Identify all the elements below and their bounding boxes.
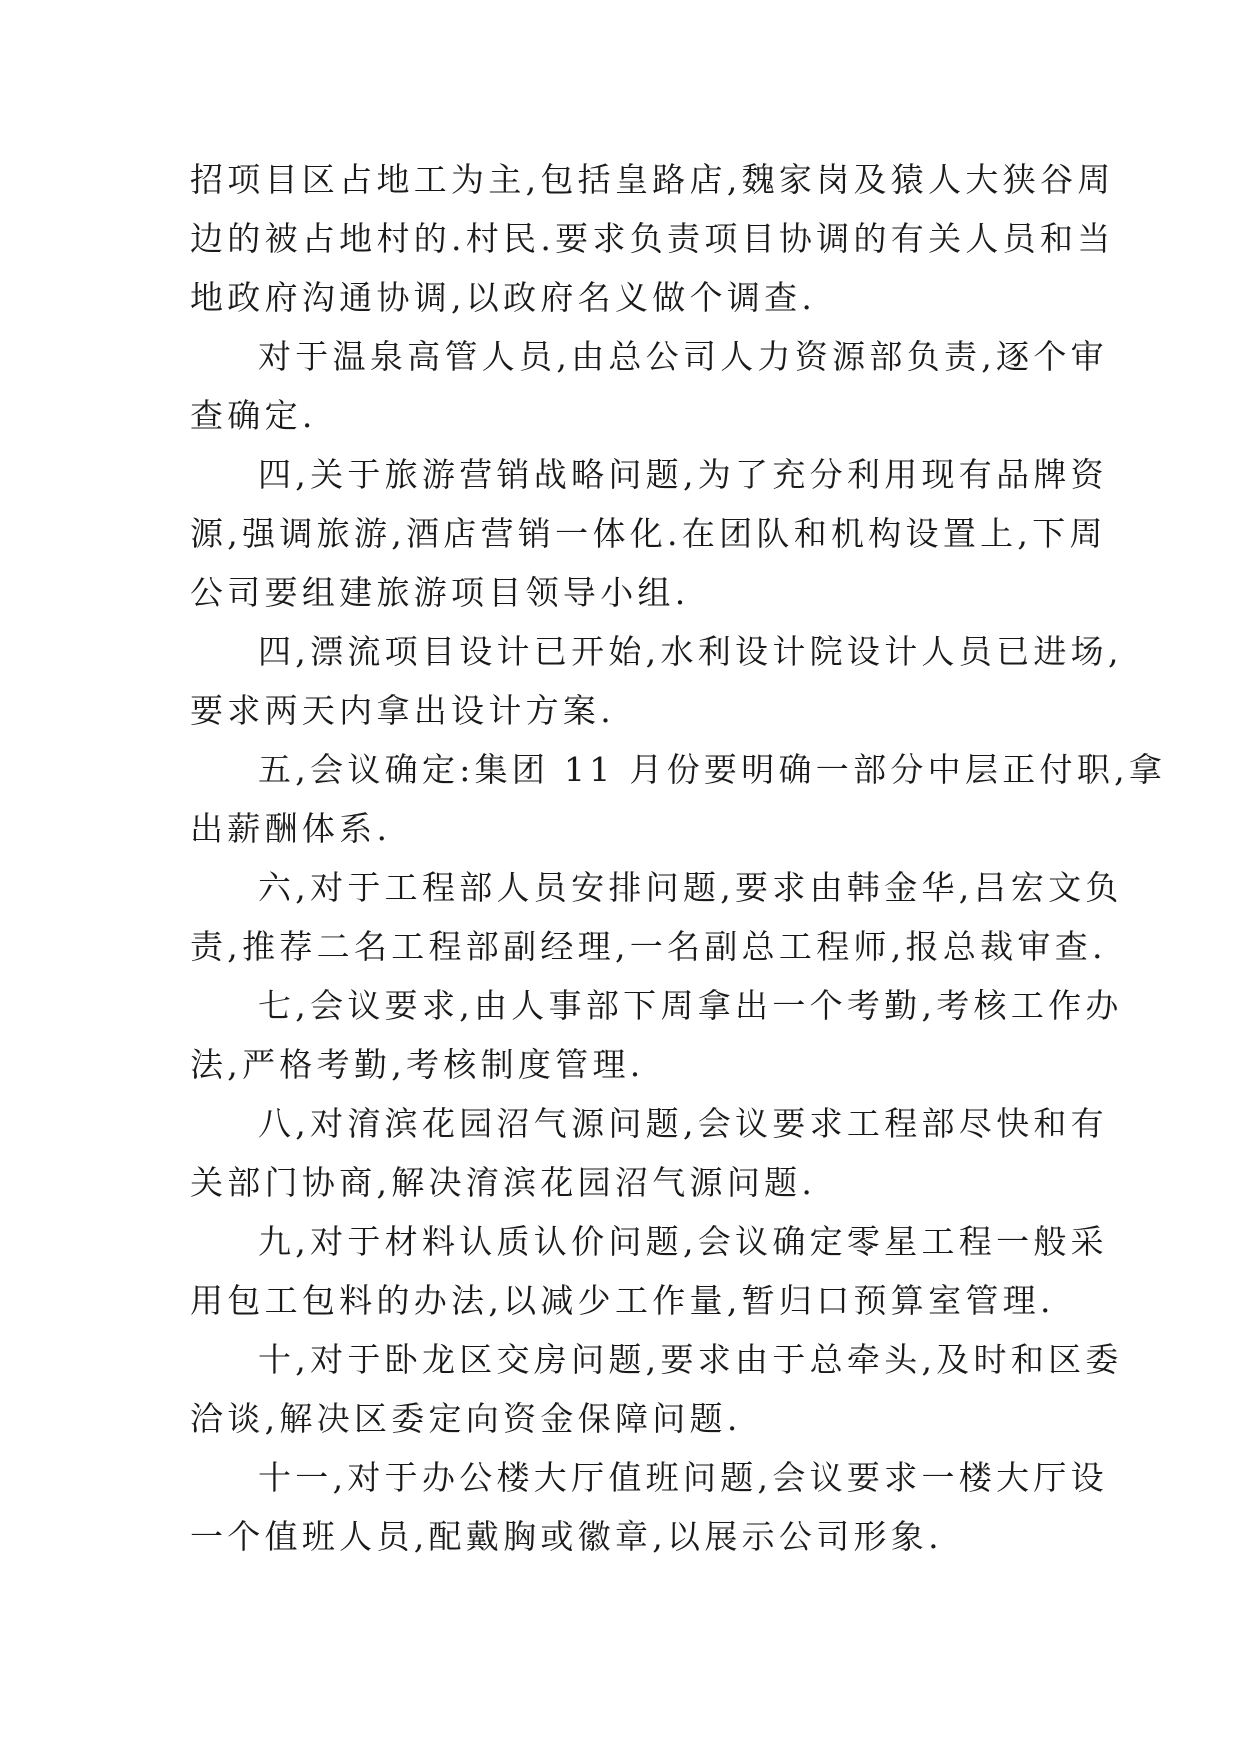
- text-line: 责,推荐二名工程部副经理,一名副总工程师,报总裁审查.: [190, 927, 1107, 966]
- text-line: 要求两天内拿出设计方案.: [190, 691, 615, 730]
- document-body: [190, 150, 1167, 1566]
- text-line: 洽谈,解决区委定向资金保障问题.: [190, 1399, 742, 1438]
- text-line: 一个值班人员,配戴胸或徽章,以展示公司形象.: [190, 1517, 943, 1556]
- text-line: 公司要组建旅游项目领导小组.: [190, 573, 690, 612]
- text-line: 出薪酬体系.: [190, 809, 392, 848]
- text-line: 源,强调旅游,酒店营销一体化.在团队和机构设置上,下周: [190, 514, 1107, 553]
- text-line: 九,对于材料认质认价问题,会议确定零星工程一般采: [258, 1222, 1108, 1261]
- paragraph-item-9: [190, 1212, 1108, 1330]
- text-line: 六,对于工程部人员安排问题,要求由韩金华,吕宏文负: [258, 868, 1123, 907]
- paragraph-item-4-marketing: [190, 445, 1108, 622]
- text-line: 对于温泉高管人员,由总公司人力资源部负责,逐个审: [258, 337, 1108, 376]
- paragraph-survey: [190, 150, 1115, 327]
- paragraph-item-6: [190, 858, 1123, 976]
- paragraph-item-10: [190, 1330, 1123, 1448]
- text-line: 七,会议要求,由人事部下周拿出一个考勤,考核工作办: [258, 986, 1123, 1025]
- text-line: 用包工包料的办法,以减少工作量,暂归口预算室管理.: [190, 1281, 1055, 1320]
- paragraph-item-8: [190, 1094, 1108, 1212]
- paragraph-item-5: [190, 740, 1167, 858]
- text-line: 招项目区占地工为主,包括皇路店,魏家岗及猿人大狭谷周: [190, 160, 1115, 199]
- paragraph-item-7: [190, 976, 1123, 1094]
- text-line: 关部门协商,解决淯滨花园沼气源问题.: [190, 1163, 817, 1202]
- text-line: 十一,对于办公楼大厅值班问题,会议要求一楼大厅设: [258, 1458, 1108, 1497]
- text-line: 边的被占地村的.村民.要求负责项目协调的有关人员和当: [190, 219, 1115, 258]
- paragraph-item-11: [190, 1448, 1108, 1566]
- text-line: 四,漂流项目设计已开始,水利设计院设计人员已进场,: [258, 632, 1123, 671]
- text-line: 地政府沟通协调,以政府名义做个调查.: [190, 278, 817, 317]
- text-line: 十,对于卧龙区交房问题,要求由于总牵头,及时和区委: [258, 1340, 1123, 1379]
- paragraph-hot-spring-managers: [190, 327, 1108, 445]
- text-line: 法,严格考勤,考核制度管理.: [190, 1045, 645, 1084]
- paragraph-item-4-rafting: [190, 622, 1123, 740]
- text-line: 四,关于旅游营销战略问题,为了充分利用现有品牌资: [258, 455, 1108, 494]
- text-line: 查确定.: [190, 396, 317, 435]
- text-line: 八,对淯滨花园沼气源问题,会议要求工程部尽快和有: [258, 1104, 1108, 1143]
- text-line: 五,会议确定:集团 11 月份要明确一部分中层正付职,拿: [258, 750, 1167, 789]
